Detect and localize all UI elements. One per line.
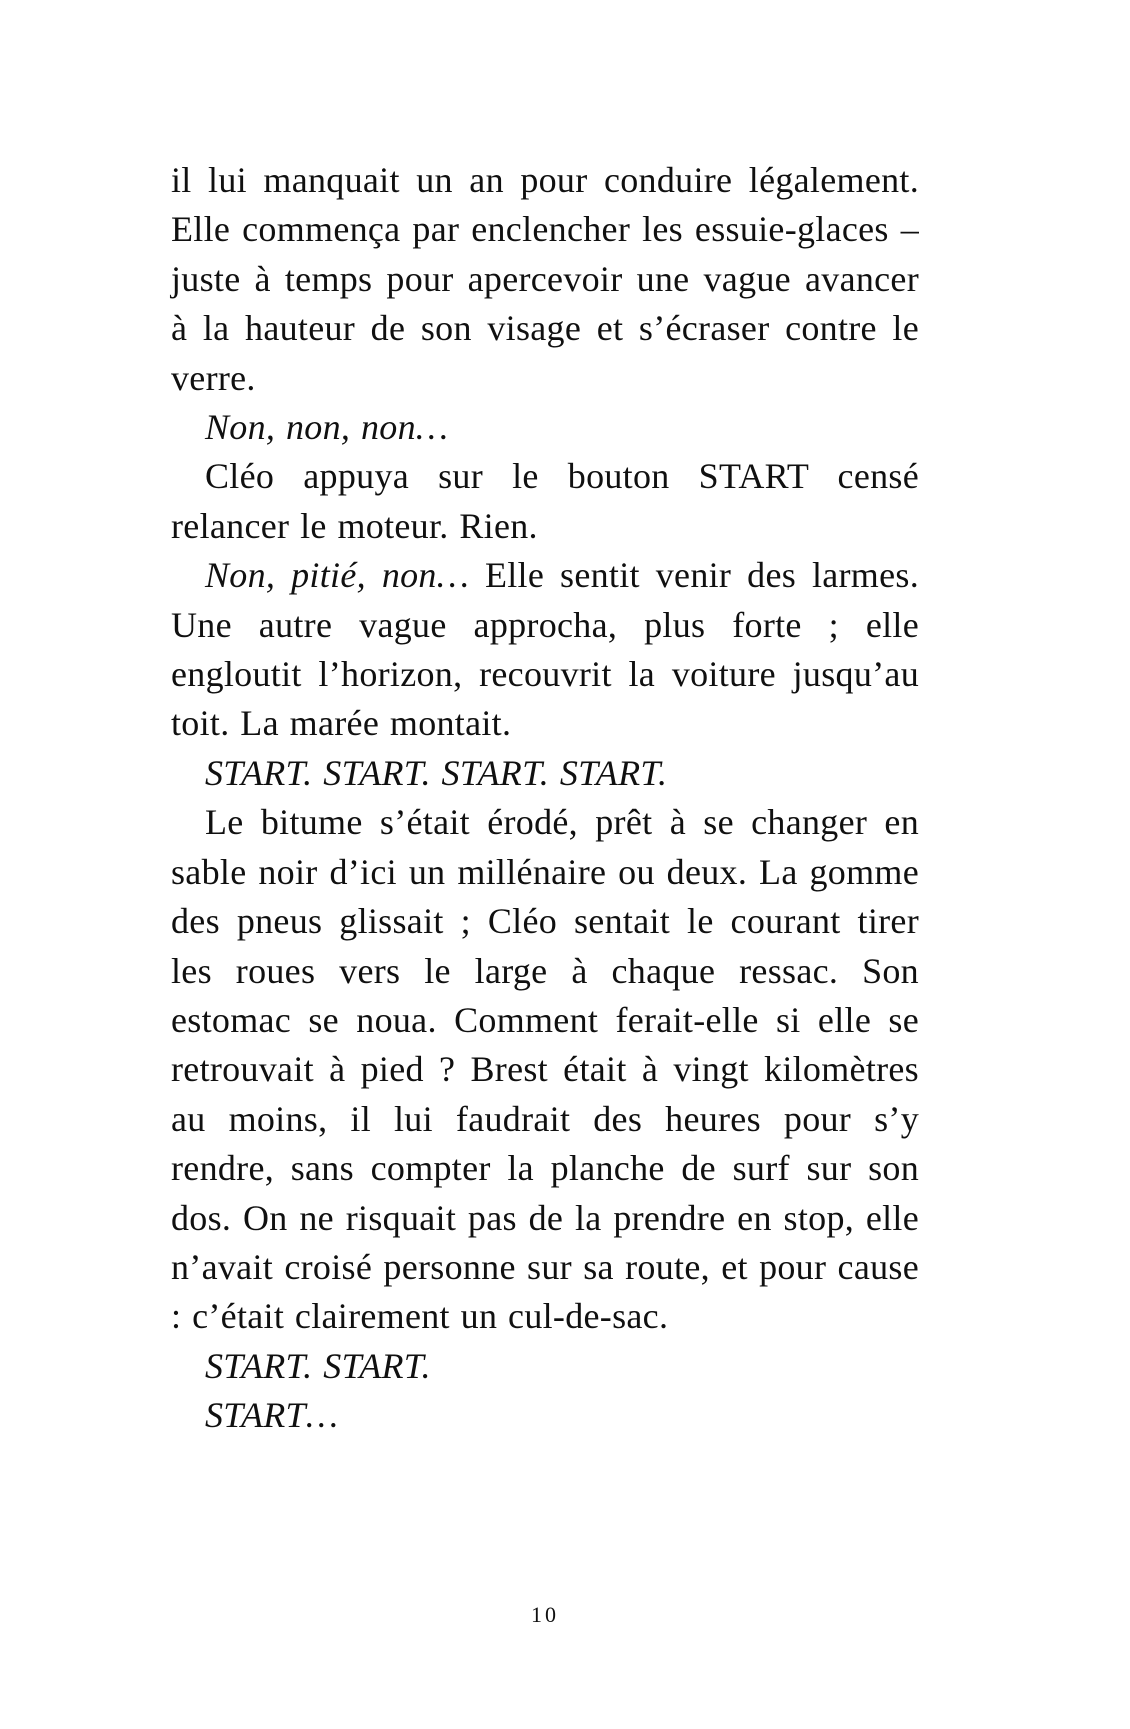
thought-line: START. START. START. START. [205, 752, 668, 793]
paragraph: Cléo appuya sur le bouton START censé relancer le moteur. Rien. [171, 456, 919, 546]
thought-line: Non, non, non… [205, 407, 449, 448]
thought-line: START… [205, 1395, 339, 1436]
thought-lead: Non, pitié, non… [205, 555, 470, 596]
thought-line: START. START. [205, 1345, 431, 1386]
page-number: 10 [531, 1602, 559, 1627]
text-block [171, 156, 919, 1441]
paragraph-text: Elle sentit venir des larmes. Une autre vague approcha, plus forte ; elle engloutit l’horizon, recouvrit la voiture jusqu’au toit. La marée montait. [171, 555, 919, 744]
paragraph-mixed [171, 551, 919, 749]
paragraph: Le bitume s’était érodé, prêt à se changer en sable noir d’ici un millénaire ou deux. La gomme des pneus glissait ; Cléo sentait le courant tirer les roues vers le large à chaque ressac. Son estomac se noua. Comment ferait-elle si elle se retrouvait à pied ? Brest était à vingt kilomètres au moins, il lui faudrait des heures pour s’y rendre, sans compter la planche de surf sur son dos. On ne risquait pas de la prendre en stop, elle n’avait croisé personne sur sa route, et pour cause : c’était clairement un cul-de-sac. [171, 802, 919, 1337]
paragraph-continued: il lui manquait un an pour conduire légalement. Elle commença par enclencher les essuie-glaces – juste à temps pour apercevoir une vague avancer à la hauteur de son visage et s’écraser contre le verre. [171, 160, 919, 398]
